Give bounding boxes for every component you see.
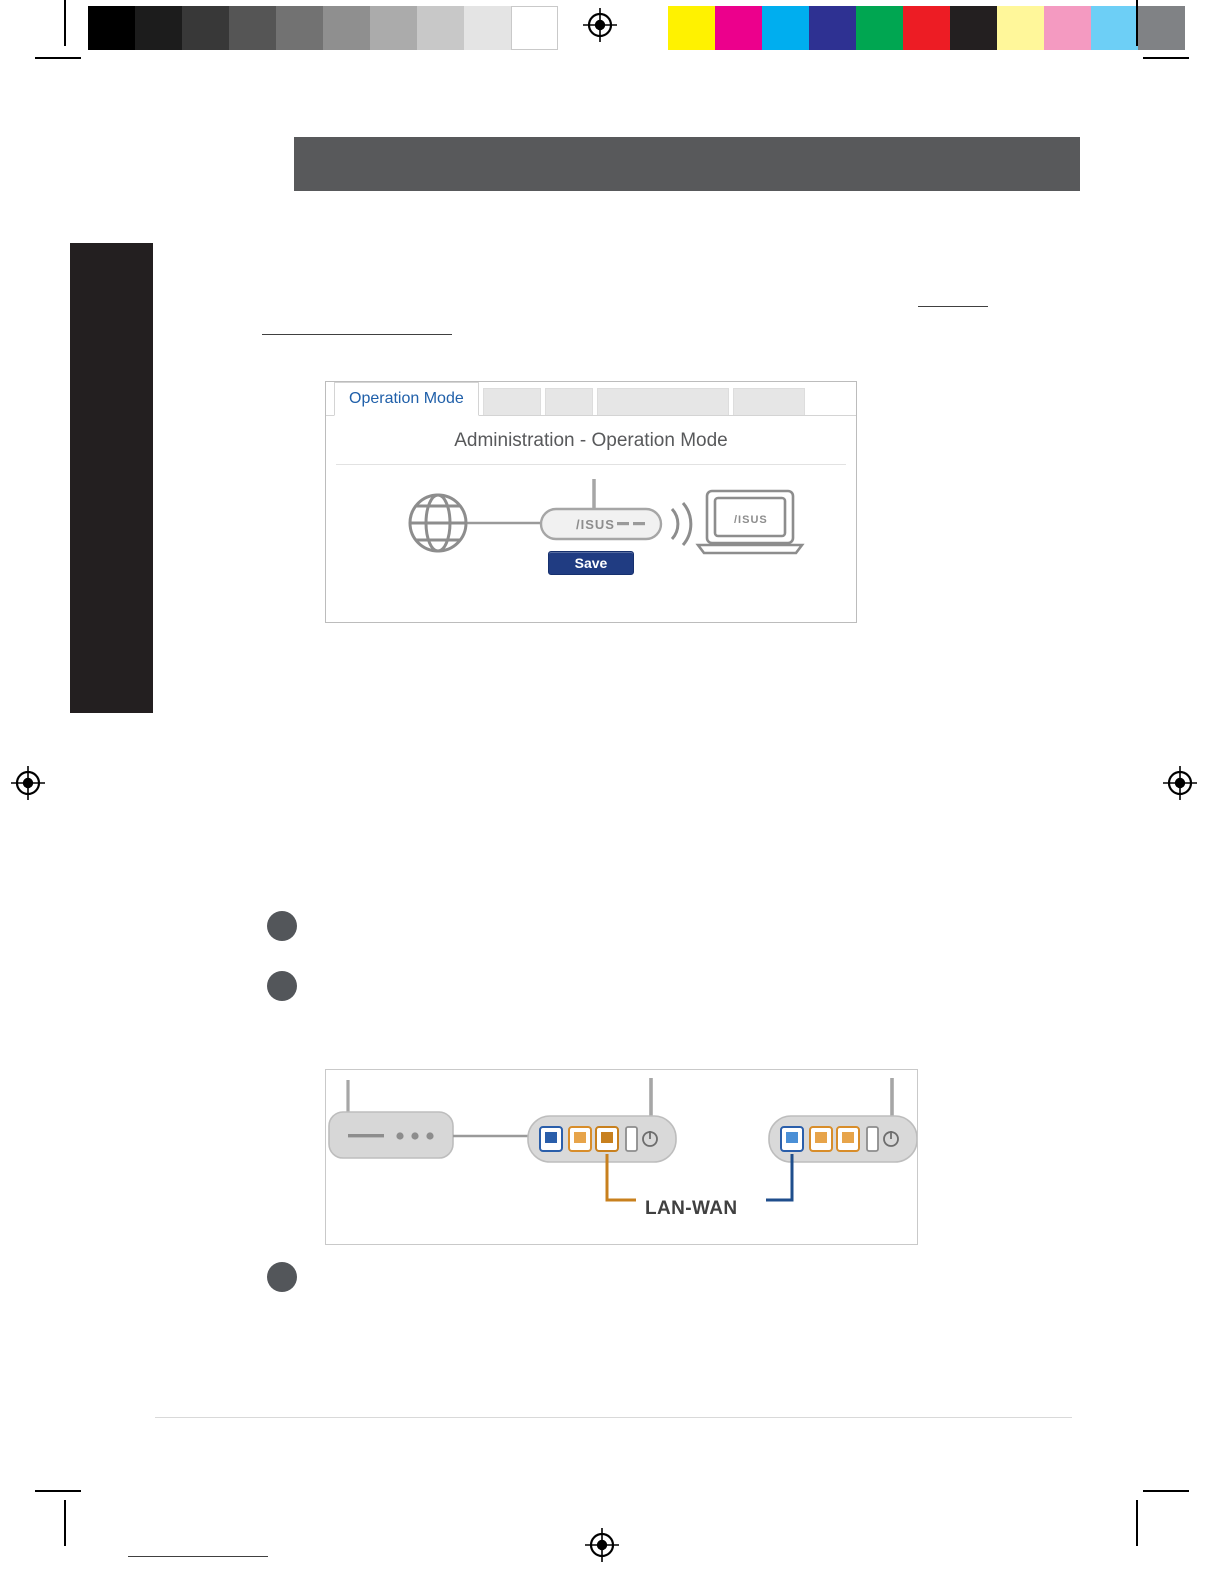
laptop-icon [698,491,802,553]
gray-swatch [323,6,370,50]
operation-mode-screenshot [325,381,857,623]
gray-swatch [370,6,417,50]
wifi-signal-icon [672,503,691,545]
crop-mark [1136,1500,1138,1546]
gray-swatch [417,6,464,50]
gray-swatch [88,6,135,50]
grayscale-bar [88,6,558,50]
color-swatch [950,6,997,50]
crop-mark [35,1490,81,1492]
crop-mark [1143,1490,1189,1492]
page-header-bar [294,137,1080,191]
heading-underline-rule [262,334,452,335]
registration-target-icon [1163,766,1197,800]
color-swatch [715,6,762,50]
hardware-wiring-diagram [325,1069,918,1245]
gray-swatch [276,6,323,50]
crop-mark [1136,0,1138,46]
color-swatch [1044,6,1091,50]
secondary-router-icon [769,1078,917,1162]
primary-router-icon [528,1078,676,1162]
gray-swatch [182,6,229,50]
footer-tick-mark [128,1556,268,1557]
tab-blank-4[interactable] [733,388,805,415]
ui-tab-bar [326,382,856,416]
lan-wan-label: LAN-WAN [645,1198,738,1219]
gray-swatch [135,6,182,50]
gray-swatch [511,6,558,50]
crop-mark [1143,57,1189,59]
registration-target-icon [11,766,45,800]
gray-swatch [229,6,276,50]
step-bullet-3 [267,1262,297,1292]
crop-mark [64,0,66,46]
svg-text:/ISUS: /ISUS [734,514,768,526]
footer-rule [155,1417,1072,1418]
tab-blank-2[interactable] [545,388,593,415]
color-swatch [997,6,1044,50]
page-title: Administration - Operation Mode [336,416,846,465]
step-bullet-1 [267,911,297,941]
tab-blank-1[interactable] [483,388,541,415]
color-swatch [903,6,950,50]
step-bullet-2 [267,971,297,1001]
crop-mark [35,57,81,59]
color-swatch [668,6,715,50]
color-bar [668,6,1185,50]
tab-operation-mode[interactable]: Operation Mode [334,382,479,416]
router-icon [541,479,661,539]
modem-icon [329,1080,453,1158]
color-swatch [856,6,903,50]
save-button[interactable]: Save [548,551,634,575]
top-right-rule [918,306,988,307]
crop-mark [64,1500,66,1546]
color-swatch [1138,6,1185,50]
globe-icon [410,495,466,551]
tab-blank-3[interactable] [597,388,729,415]
gray-swatch [464,6,511,50]
color-swatch [762,6,809,50]
registration-target-icon [583,8,617,42]
color-swatch [809,6,856,50]
registration-target-icon [585,1528,619,1562]
svg-text:/ISUS: /ISUS [576,517,615,532]
side-chapter-tab [70,243,153,713]
operation-mode-diagram [326,465,856,585]
color-swatch [1091,6,1138,50]
